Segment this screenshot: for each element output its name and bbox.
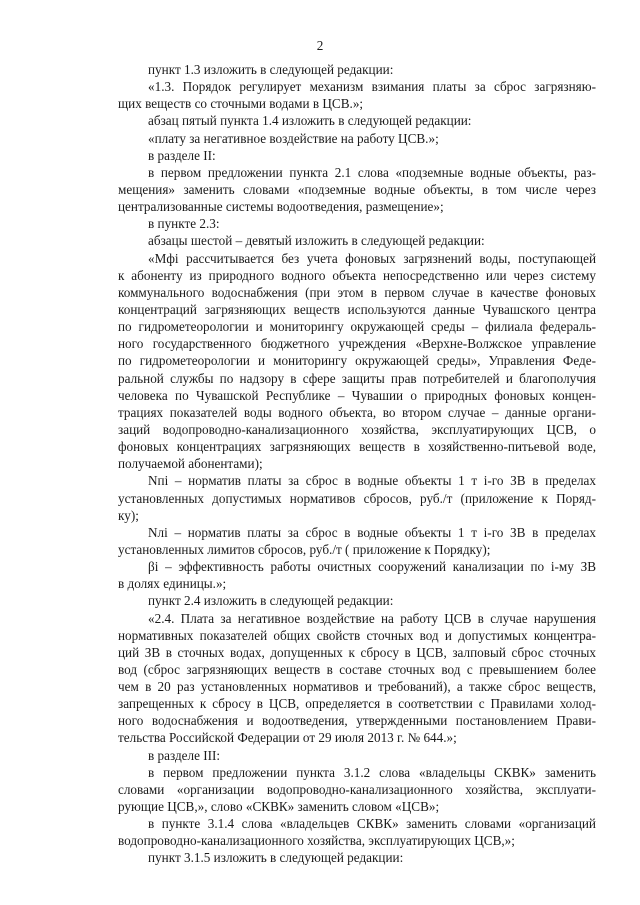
text-line: человека по Чувашской Республике – Чувашии о природных фоновых концен-: [118, 387, 596, 403]
text-line: «1.3. Порядок регулирует механизм взимания платы за сброс загрязняю-: [148, 79, 596, 95]
document-body: [118, 61, 596, 867]
text-line: запрещенных к сбросу в ЦСВ, определяется в соответствии с Правилами холод-: [118, 696, 596, 712]
text-line: Nпі – норматив платы за сброс в водные объекты 1 т і-го ЗВ в пределах: [148, 473, 596, 489]
text-line: установленных допустимых нормативов сбросов, руб./т (приложение к Поряд-: [118, 490, 596, 506]
text-line: Nлі – норматив платы за сброс в водные объекты 1 т і-го ЗВ в пределах: [148, 524, 596, 540]
text-line: концентраций загрязняющих веществ используются данные Чувашского центра: [118, 301, 596, 317]
text-line: абзацы шестой – девятый изложить в следующей редакции:: [148, 233, 485, 249]
text-line: в разделе III:: [148, 747, 221, 763]
text-line: фоновых концентрациях загрязняющих веществ в хозяйственно-питьевой воде,: [118, 439, 596, 455]
text-line: получаемой абонентами);: [118, 456, 263, 472]
text-line: ральной службы по надзору в сфере защиты прав потребителей и благополучия: [118, 370, 596, 386]
text-line: нормативных показателей общих свойств сточных вод и допустимых концентра-: [118, 627, 596, 643]
text-line: установленных лимитов сбросов, руб./т ( приложение к Порядку);: [118, 541, 491, 557]
text-line: словами «организации водопроводно-канализационного хозяйства, эксплуати-: [118, 781, 596, 797]
text-line: чем в 20 раз установленных нормативов и требований), а также сброс веществ,: [118, 679, 596, 695]
text-line: в первом предложении пункта 3.1.2 слова «владельцы СКВК» заменить: [148, 764, 596, 780]
text-line: централизованные системы водоотведения, размещение»;: [118, 199, 444, 215]
text-line: мещения» заменить словами «подземные водные объекты, в том числе через: [118, 181, 596, 197]
text-line: абзац пятый пункта 1.4 изложить в следующей редакции:: [148, 113, 472, 129]
text-line: по гидрометеорологии и мониторингу окружающей среды», Управления Феде-: [118, 353, 596, 369]
text-line: «2.4. Плата за негативное воздействие на работу ЦСВ в случае нарушения: [148, 610, 596, 626]
text-line: в разделе II:: [148, 147, 216, 163]
text-line: в пункте 2.3:: [148, 216, 220, 232]
text-line: заций водопроводно-канализационного хозяйства, эксплуатирующих ЦСВ, о: [118, 421, 596, 437]
text-line: ку);: [118, 507, 139, 523]
text-line: ного водоснабжения и водоотведения, утвержденными постановлением Прави-: [118, 713, 596, 729]
text-line: βі – эффективность работы очистных сооружений канализации по і-му ЗВ: [148, 559, 596, 575]
text-line: тельства Российской Федерации от 29 июля 2013 г. № 644.»;: [118, 730, 457, 746]
text-line: в пункте 3.1.4 слова «владельцев СКВК» заменить словами «организаций: [148, 816, 596, 832]
text-line: щих веществ со сточными водами в ЦСВ.»;: [118, 96, 364, 112]
text-line: пункт 2.4 изложить в следующей редакции:: [148, 593, 394, 609]
text-line: пункт 1.3 изложить в следующей редакции:: [148, 62, 394, 77]
page-number: 2: [316, 38, 324, 53]
text-line: водопроводно-канализационного хозяйства, эксплуатирующих ЦСВ,»;: [118, 833, 515, 849]
text-line: вод (сброс загрязняющих веществ в составе сточных вод с превышением более: [118, 661, 596, 677]
text-line: к абоненту из природного водного объекта непосредственно или через систему: [118, 267, 596, 283]
text-line: в первом предложении пункта 2.1 слова «подземные водные объекты, раз-: [148, 164, 596, 180]
text-line: ного государственного бюджетного учреждения «Верхне-Волжское управление: [118, 336, 596, 352]
text-line: по гидрометеорологии и мониторингу окружающей среды – филиала федераль-: [118, 319, 596, 335]
text-line: в долях единицы.»;: [118, 576, 227, 592]
text-line: «Мфі рассчитывается без учета фоновых загрязнений воды, поступающей: [148, 250, 596, 266]
text-line: ций ЗВ в сточных водах, допущенных к сбросу в ЦСВ, залповый сброс сточных: [118, 644, 596, 660]
text-line: пункт 3.1.5 изложить в следующей редакции:: [148, 850, 404, 866]
text-line: коммунального водоснабжения (при этом в первом случае в качестве фоновых: [118, 284, 596, 300]
text-line: трациях показателей воды водного объекта, во втором случае – данные органи-: [118, 404, 596, 420]
text-line: рующие ЦСВ,», слово «СКВК» заменить словом «ЦСВ»;: [118, 799, 440, 815]
text-line: «плату за негативное воздействие на работу ЦСВ.»;: [148, 130, 439, 146]
